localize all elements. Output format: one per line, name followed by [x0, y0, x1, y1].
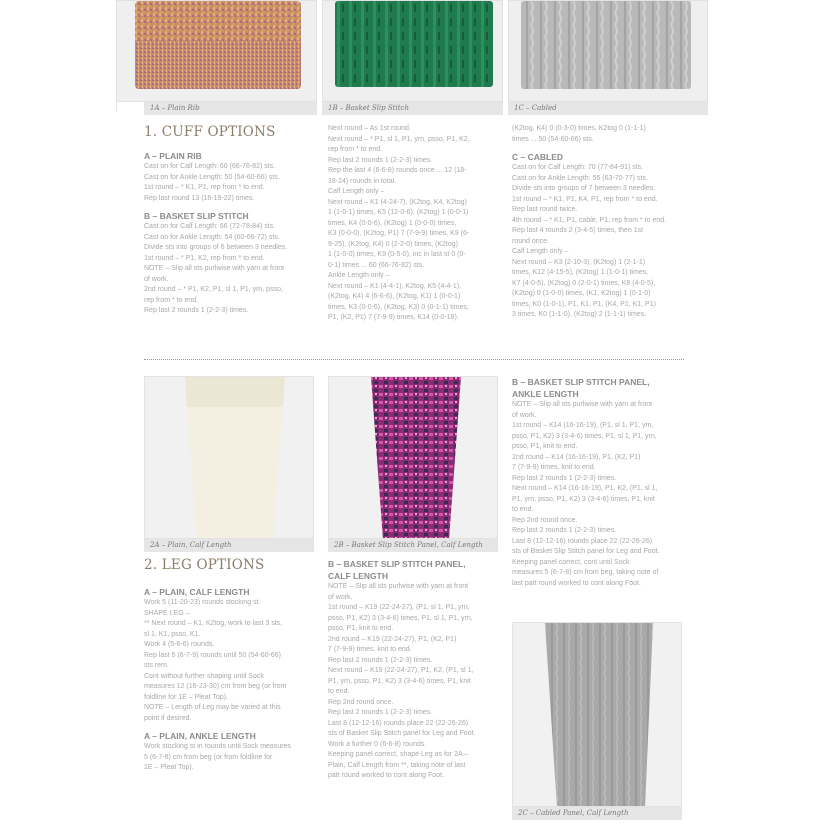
text-line: Rep 2nd round once.	[328, 698, 394, 706]
text-line: sts of Basket Slip Stitch panel for Leg and Foot.	[512, 548, 660, 555]
text-line: times, K12 (4-15-5), (K2tog) 1 (1-0-1) times,	[512, 269, 649, 276]
text-line: measures 5 (6-7-8) cm from beg, taking note of	[512, 569, 659, 576]
text-line: times, K3 (0-0-6), (K2tog, K3) 0 (0-1-1) times,	[328, 303, 469, 311]
text-line: psso, P1, knit to end.	[512, 443, 578, 450]
text-line: 1E – Pleat Top).	[144, 764, 194, 771]
text-line: 1 (1-0-0) times, K9 (0-5-0), inc in last st 0 (0-	[328, 251, 466, 258]
text-line: 1st round – K19 (22-24-27), (P1, sl 1, P1, yrn,	[328, 604, 470, 611]
cabled-calf-sock-image	[513, 623, 682, 807]
text-line: 1st round – K14 (16-16-19), (P1, sl 1, P1, yrn,	[512, 422, 654, 429]
text-line: Keeping panel correct, cont until Sock	[512, 558, 630, 566]
text-line: Cast on for Calf Length: 70 (77-84-91) sts.	[512, 164, 644, 171]
text-line: times, K4 (0-0-6), (K2tog) 1 (0-0-0) times,	[328, 219, 457, 227]
text-line: Cast on for Calf Length: 60 (66-76-82) sts.	[144, 163, 276, 170]
text-line: 2nd round – K19 (22-24-27), P1, (K2, P1)	[328, 635, 457, 643]
text-line: NOTE – Slip all sts purlwise with yarn at front	[512, 401, 653, 408]
text-line: to end.	[328, 688, 350, 695]
text-line: Rep last round twice.	[512, 206, 578, 213]
text-line: of work.	[512, 411, 537, 419]
text-line: P1, (K2, P1) 7 (7-9-9) times, K14 (0-0-18).	[328, 314, 459, 321]
text-line: SHAPE LEG –	[144, 609, 190, 617]
text-line: Last 8 (12-12-16) rounds place 22 (22-26-26)	[328, 719, 469, 727]
text-line: sts rem.	[144, 662, 169, 669]
text-line: Cast on for Ankle Length: 54 (60-66-72) sts.	[144, 233, 280, 241]
subsection-heading: A – PLAIN, ANKLE LENGTH	[144, 731, 256, 741]
text-line: of work.	[144, 275, 169, 283]
subsection-heading: CALF LENGTH	[328, 571, 388, 581]
leg-column-3	[512, 376, 690, 589]
text-line: P1, yrn, psso, P1, K2) 3 (3-4-6) times, P1, knit	[328, 677, 471, 685]
photo-1a-plain-rib	[116, 0, 317, 102]
text-line: 18-24) rounds in total.	[328, 177, 397, 185]
photo-2a-plain-calf	[144, 376, 314, 539]
text-line: Work 4 (5-6-6) rounds.	[144, 641, 215, 648]
photo-1b-basket-slip	[322, 0, 503, 102]
basket-slip-swatch-image	[323, 1, 503, 102]
basket-calf-sock-image	[329, 377, 498, 539]
photo-1c-cabled	[508, 0, 708, 102]
text-line: Work stocking st in rounds until Sock measures	[144, 743, 291, 750]
text-line: Work a further 0 (6-6-8) rounds.	[328, 740, 427, 748]
text-line: NOTE – Slip all sts purlwise with yarn at front	[144, 265, 285, 272]
text-line: Work 5 (11-20-23) rounds stocking st.	[144, 599, 261, 606]
caption-2b: 2B – Basket Slip Stitch Panel, Calf Length	[328, 539, 498, 552]
text-line: Cast on for Ankle Length: 56 (63-70-77) sts.	[512, 174, 648, 182]
text-line: Rep last round 13 (16-19-22) times.	[144, 194, 255, 202]
text-line: sl 1, K1, psso, K1.	[144, 630, 201, 638]
section-divider	[144, 359, 684, 360]
caption-2a: 2A – Plain, Calf Length	[144, 539, 314, 552]
text-line: K3 (0-0-0), (K2tog, P1) 7 (7-9-9) times, K9 (6-	[328, 230, 470, 237]
caption-1b: 1B – Basket Slip Stitch	[322, 102, 503, 115]
text-line: psso, P1, K2) 3 (3-4-6) times, P1, sl 1, P1, yrn,	[328, 614, 473, 622]
subsection-heading: B – BASKET SLIP STITCH PANEL,	[512, 377, 650, 387]
text-line: Next round – K1 (4-24-7), (K2tog, K4, K2tog)	[328, 198, 467, 206]
text-line: Last 8 (12-12-16) rounds place 22 (22-26-26)	[512, 537, 653, 545]
text-line: 1st round – * P1, K2, rep from * to end.	[144, 254, 265, 262]
subsection-heading: C – CABLED	[512, 152, 564, 162]
cuff-column-2	[328, 124, 506, 324]
text-line: 2nd round – * P1, K2, P1, sl 1, P1, yrn, psso,	[144, 286, 283, 293]
section-1-title: 1. CUFF OPTIONS	[144, 124, 276, 140]
text-line: Cast on for Ankle Length: 50 (54-60-66) sts.	[144, 173, 280, 181]
subsection-heading: A – PLAIN RIB	[144, 151, 202, 161]
text-line: rep from * to end.	[144, 296, 199, 304]
leg-column-1	[144, 586, 322, 774]
text-line: K7 (4-0-5), (K2tog) 0 (2-0-1) times, K8 (4-0-5),	[512, 279, 656, 287]
text-line: 1st round – * K1, P1, rep from * to end.	[144, 184, 265, 191]
text-line: point if desired.	[144, 714, 192, 722]
cuff-column-1	[144, 150, 322, 317]
caption-2c: 2C – Cabled Panel, Calf Length	[512, 807, 682, 820]
text-line: times ... 50 (54-60-66) sts.	[512, 135, 594, 143]
text-line: ** Next round – K1, K2tog, work to last 3 sts,	[144, 620, 283, 627]
text-line: Next round – * P1, sl 1, P1, yrn, psso, P1, K2,	[328, 135, 470, 143]
leg-column-2	[328, 558, 506, 782]
text-line: to end.	[512, 506, 534, 513]
text-line: Rep last 2 rounds 1 (2-2-3) times.	[512, 474, 617, 482]
text-line: 7 (7-9-9) times, knit to end.	[512, 464, 596, 471]
text-line: Next round – K1 (4-4-1), K2tog, K5 (4-4-1),	[328, 282, 462, 290]
text-line: (K2tog, K4) 0 (0-3-0) times, K2tog 0 (1-1-1)	[512, 125, 646, 132]
text-line: Next round – K14 (16-16-19), P1, K2, (P1, sl 1,	[512, 485, 658, 492]
caption-1c: 1C – Cabled	[508, 102, 708, 115]
text-line: (K2tog) 0 (1-0-0) times, (K1, K2tog) 1 (0-1-0)	[512, 290, 651, 297]
text-line: Rep 2nd round once.	[512, 516, 578, 524]
photo-2b-basket-calf	[328, 376, 498, 539]
text-line: 7 (7-9-9) times, knit to end.	[328, 646, 412, 653]
cabled-swatch-image	[509, 1, 708, 102]
subsection-heading: ANKLE LENGTH	[512, 389, 579, 399]
text-line: sts of Basket Slip Stitch panel for Leg and Foot.	[328, 730, 476, 737]
text-line: Plain, Calf Length from **, taking note of last	[328, 761, 466, 769]
text-line: round once.	[512, 237, 549, 245]
subsection-heading: A – PLAIN, CALF LENGTH	[144, 587, 250, 597]
text-line: Rep last 2 rounds 1 (2-2-3) times.	[144, 307, 249, 314]
text-line: NOTE – Slip all sts purlwise with yarn at front	[328, 583, 469, 590]
text-line: Ankle Length only –	[328, 272, 390, 279]
text-line: of work.	[328, 593, 353, 601]
text-line: Cont without further shaping until Sock	[144, 672, 264, 680]
text-line: Rep last 5 (6-7-9) rounds until 50 (54-60-66)	[144, 651, 281, 659]
text-line: Keeping panel correct, shape Leg as for 2A –	[328, 751, 469, 758]
text-line: rep from * to end.	[328, 146, 383, 153]
text-line: times, K0 (1-0-1), P1, K1, P1, (K4, P1, K1, P1)	[512, 300, 656, 308]
text-line: measures 12 (16-23-30) cm from beg (or from	[144, 683, 287, 690]
text-line: NOTE – Length of Leg may be varied at this	[144, 704, 281, 711]
text-line: Rep the last 4 (6-6-8) rounds once ... 12 (18-	[328, 167, 467, 174]
text-line: 9-25), (K2tog, K4) 0 (2-2-0) times, (K2tog)	[328, 240, 458, 248]
text-line: Rep last 2 rounds 1 (2-2-3) times.	[328, 656, 433, 664]
caption-1a: 1A – Plain Rib	[144, 102, 317, 115]
text-line: Next round – K19 (22-24-27), P1, K2, (P1, sl 1,	[328, 667, 474, 674]
cuff-column-3	[512, 124, 690, 321]
text-line: foldline for 1E – Pleat Top).	[144, 693, 228, 701]
text-line: 2nd round – K14 (16-16-19), P1, (K2, P1)	[512, 453, 641, 461]
text-line: last patt round worked to cont along Foot.	[512, 579, 641, 587]
text-line: (K2tog, K4) 4 (6-6-6), (K2tog, K1) 1 (0-0-1)	[328, 293, 461, 300]
text-line: Rep last 2 rounds 1 (2-2-3) times.	[328, 156, 433, 164]
text-line: Calf Length only –	[328, 188, 385, 195]
text-line: Rep last 4 rounds 2 (3-4-5) times, then 1st	[512, 227, 644, 234]
plain-calf-sock-image	[145, 377, 314, 539]
text-line: 3 times, K0 (1-1-0), (K2tog) 2 (1-1-1) times.	[512, 311, 647, 318]
text-line: 4th round – * K1, P1, cable, P1, rep from * to end.	[512, 216, 667, 224]
text-line: Next round – As 1st round.	[328, 125, 411, 132]
text-line: Divide sts into groups of 6 between 3 needles.	[144, 244, 288, 251]
text-line: 1 (1-0-1) times, K5 (12-0-6), (K2tog) 1 (0-0-1)	[328, 209, 469, 216]
text-line: Rep last 2 rounds 1 (2-2-3) times.	[512, 527, 617, 534]
text-line: 5 (6-7-8) cm from beg (or from foldline for	[144, 753, 273, 761]
plain-rib-swatch-image	[117, 1, 317, 102]
photo-2c-cabled-calf	[512, 622, 682, 807]
subsection-heading: B – BASKET SLIP STITCH PANEL,	[328, 559, 466, 569]
text-line: patt round worked to cont along Foot.	[328, 772, 444, 779]
text-line: Cast on for Calf Length: 66 (72-78-84) sts.	[144, 223, 276, 230]
text-line: 1st round – * K1, P1, K4, P1, rep from * to end.	[512, 195, 658, 203]
text-line: 0-1) times ... 60 (66-76-82) sts.	[328, 261, 425, 269]
text-line: psso, P1, knit to end.	[328, 625, 394, 632]
text-line: Divide sts into groups of 7 between 3 needles.	[512, 185, 656, 192]
text-line: Next round – K3 (2-10-3), (K2tog) 1 (2-1-1)	[512, 258, 646, 266]
text-line: P1, yrn, psso, P1, K2) 3 (3-4-6) times, P1, knit	[512, 495, 655, 503]
text-line: Calf Length only –	[512, 248, 569, 255]
text-line: Rep last 2 rounds 1 (2-2-3) times.	[328, 709, 433, 716]
subsection-heading: B – BASKET SLIP STITCH	[144, 211, 249, 221]
text-line: psso, P1, K2) 3 (3-4-6) times, P1, sl 1, P1, yrn,	[512, 432, 657, 440]
section-2-title: 2. LEG OPTIONS	[144, 557, 265, 573]
